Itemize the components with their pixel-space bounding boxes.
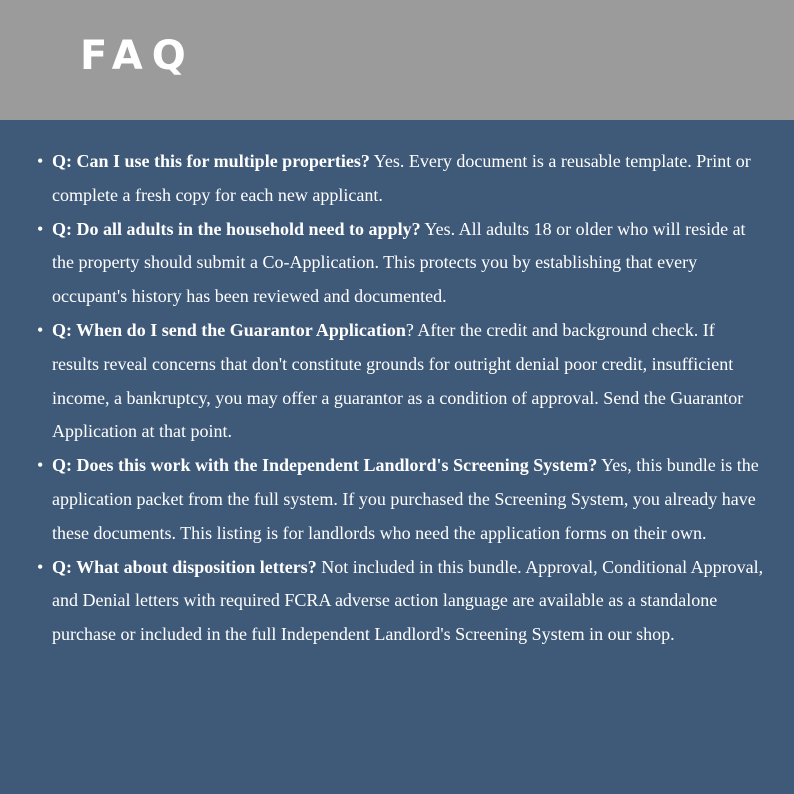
faq-answer: Yes, this bundle is the application packet from the full system. If you purchased the Screening System, you already have these documents. This listing is for landlords who need the application forms on their own. [52, 455, 759, 543]
faq-question: Q: What about disposition letters? [52, 556, 317, 577]
faq-question: Q: Do all adults in the household need to apply? [52, 218, 421, 239]
faq-answer: Not included in this bundle. Approval, Conditional Approval, and Denial letters with required FCRA adverse action language are available as a standalone purchase or included in the full Independent Landlord's Screening System in our shop. [52, 556, 764, 645]
faq-answer: Yes. Every document is a reusable template. Print or complete a fresh copy for each new applicant. [52, 151, 751, 205]
faq-header [0, 0, 794, 120]
faq-item-disposition-letters [37, 551, 764, 652]
faq-question: Q: When do I send the Guarantor Application [52, 319, 406, 340]
faq-answer: ? After the credit and background check. If results reveal concerns that don't constitute grounds for outright denial poor credit, insufficient income, a bankruptcy, you may offer a guarantor as a condition of approval. Send the Guarantor Application at that point. [52, 319, 744, 442]
faq-list [37, 145, 764, 652]
faq-item-screening-system [37, 449, 764, 550]
faq-panel [0, 120, 794, 794]
faq-item-guarantor-application [37, 314, 764, 449]
faq-question: Q: Can I use this for multiple properties? [52, 151, 370, 171]
bullet-icon: • [37, 556, 44, 577]
bullet-icon: • [37, 151, 44, 171]
faq-item-all-adults [37, 213, 764, 314]
faq-question: Q: Does this work with the Independent Landlord's Screening System? [52, 455, 598, 476]
bullet-icon: • [37, 319, 44, 340]
faq-answer: Yes. All adults 18 or older who will reside at the property should submit a Co-Application. This protects you by establishing that every occupant's history has been reviewed and documented. [52, 218, 746, 307]
bullet-icon: • [37, 455, 44, 476]
page-title: FAQ [80, 33, 195, 79]
bullet-icon: • [37, 218, 44, 239]
faq-item-multiple-properties [37, 145, 764, 213]
